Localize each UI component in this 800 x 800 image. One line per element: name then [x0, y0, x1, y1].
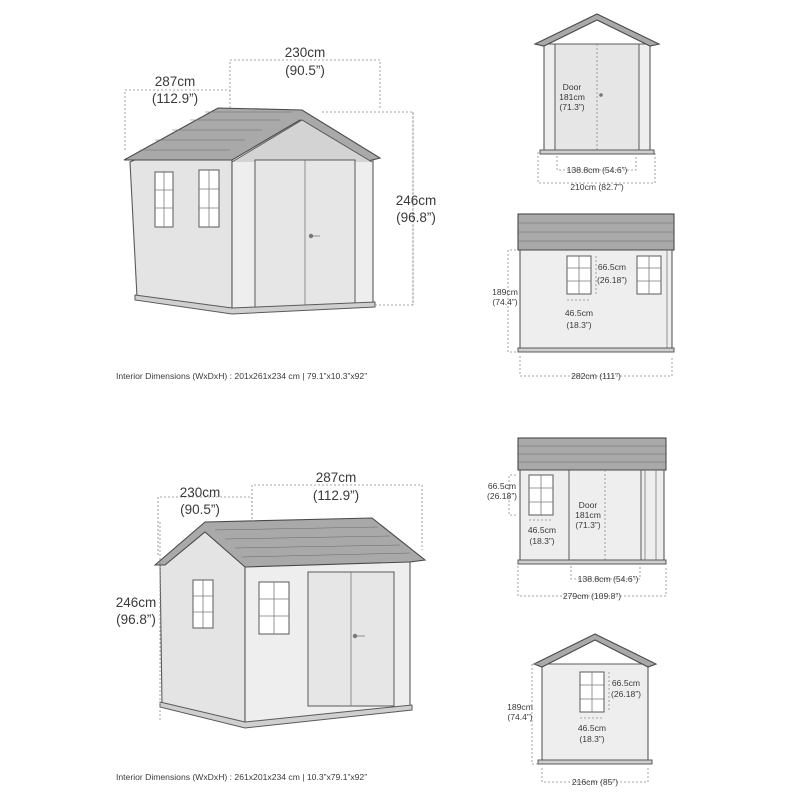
- shed2-gable-window: [580, 672, 604, 712]
- shed1-front-door-in: (71.3”): [559, 102, 585, 112]
- shed1-front-view: [535, 14, 659, 183]
- shed2-width-cm: 230cm: [179, 485, 221, 500]
- shed2-iso-view: [155, 485, 425, 728]
- shed1-side-win-h-cm: 66.5cm: [597, 262, 627, 272]
- shed1-side-win-w-cm: 46.5cm: [564, 308, 594, 318]
- shed2-gable-height-cm: 189cm: [507, 702, 533, 712]
- shed1-window-left: [155, 172, 173, 227]
- shed1-depth-cm: 287cm: [154, 74, 196, 89]
- shed2-gable-win-h-in: (26.18”): [610, 689, 642, 699]
- shed2-height-in: (96.8”): [116, 612, 156, 627]
- shed2-window-front: [259, 582, 289, 634]
- shed2-long-door-cm: 181cm: [575, 510, 601, 520]
- shed2-interior-dimensions: Interior Dimensions (WxDxH) : 261x201x234 cm | 10.3”x79.1”x92”: [116, 772, 368, 782]
- shed1-height-in: (96.8”): [396, 210, 436, 225]
- shed1-side-window-right: [637, 256, 661, 294]
- shed2-height-cm: 246cm: [115, 595, 157, 610]
- shed1-side-width: 282cm (111”): [571, 371, 621, 381]
- shed1-width-in: (90.5”): [285, 63, 325, 78]
- shed2-long-door-in: (71.3”): [575, 520, 601, 530]
- shed1-interior-dimensions: Interior Dimensions (WxDxH) : 201x261x234 cm | 79.1”x10.3”x92”: [116, 371, 368, 381]
- shed2-gable-win-w-cm: 46.5cm: [577, 723, 607, 733]
- shed1-width-cm: 230cm: [284, 45, 326, 60]
- shed2-gable-height-in: (74.4”): [507, 712, 533, 722]
- shed2-long-win-w-in: (18.3”): [529, 536, 555, 546]
- shed1-front-opening: 138.8cm (54.6”): [566, 165, 628, 175]
- shed1-front-door-label: Door: [562, 82, 582, 92]
- shed1-side-win-w-in: (18.3”): [566, 320, 592, 330]
- shed1-side-view: [508, 214, 674, 376]
- shed2-long-win-w-cm: 46.5cm: [527, 525, 557, 535]
- shed2-long-window: [529, 475, 553, 515]
- shed2-window-gable: [193, 580, 213, 628]
- shed2-width-in: (90.5”): [180, 502, 220, 517]
- shed2-depth-in: (112.9”): [312, 488, 360, 503]
- shed1-height-cm: 246cm: [395, 193, 437, 208]
- shed1-side-height-in: (74.4”): [492, 297, 518, 307]
- shed2-gable-win-h-cm: 66.5cm: [611, 678, 641, 688]
- shed2-long-width: 279cm (109.8”): [562, 591, 622, 601]
- shed2-long-opening: 138.8cm (54.6”): [577, 574, 639, 584]
- shed1-front-width: 210cm (82.7”): [570, 182, 624, 192]
- shed2-long-door-label: Door: [578, 500, 598, 510]
- shed1-window-right: [199, 170, 219, 227]
- shed1-side-window-left: [567, 256, 591, 294]
- shed2-long-win-h-in: (26.18”): [486, 491, 518, 501]
- shed2-gable-width: 216cm (85”): [571, 777, 619, 787]
- shed1-side-height-cm: 189cm: [492, 287, 518, 297]
- shed1-front-door-cm: 181cm: [559, 92, 585, 102]
- shed2-long-win-h-cm: 66.5cm: [487, 481, 517, 491]
- shed2-gable-win-w-in: (18.3”): [579, 734, 605, 744]
- shed1-side-win-h-in: (26.18”): [596, 275, 628, 285]
- shed1-depth-in: (112.9”): [151, 91, 199, 106]
- shed2-depth-cm: 287cm: [315, 470, 357, 485]
- shed2-gable-view: [532, 634, 656, 782]
- shed2-gable-roof: [534, 634, 656, 667]
- shed1-front-roof: [535, 14, 659, 46]
